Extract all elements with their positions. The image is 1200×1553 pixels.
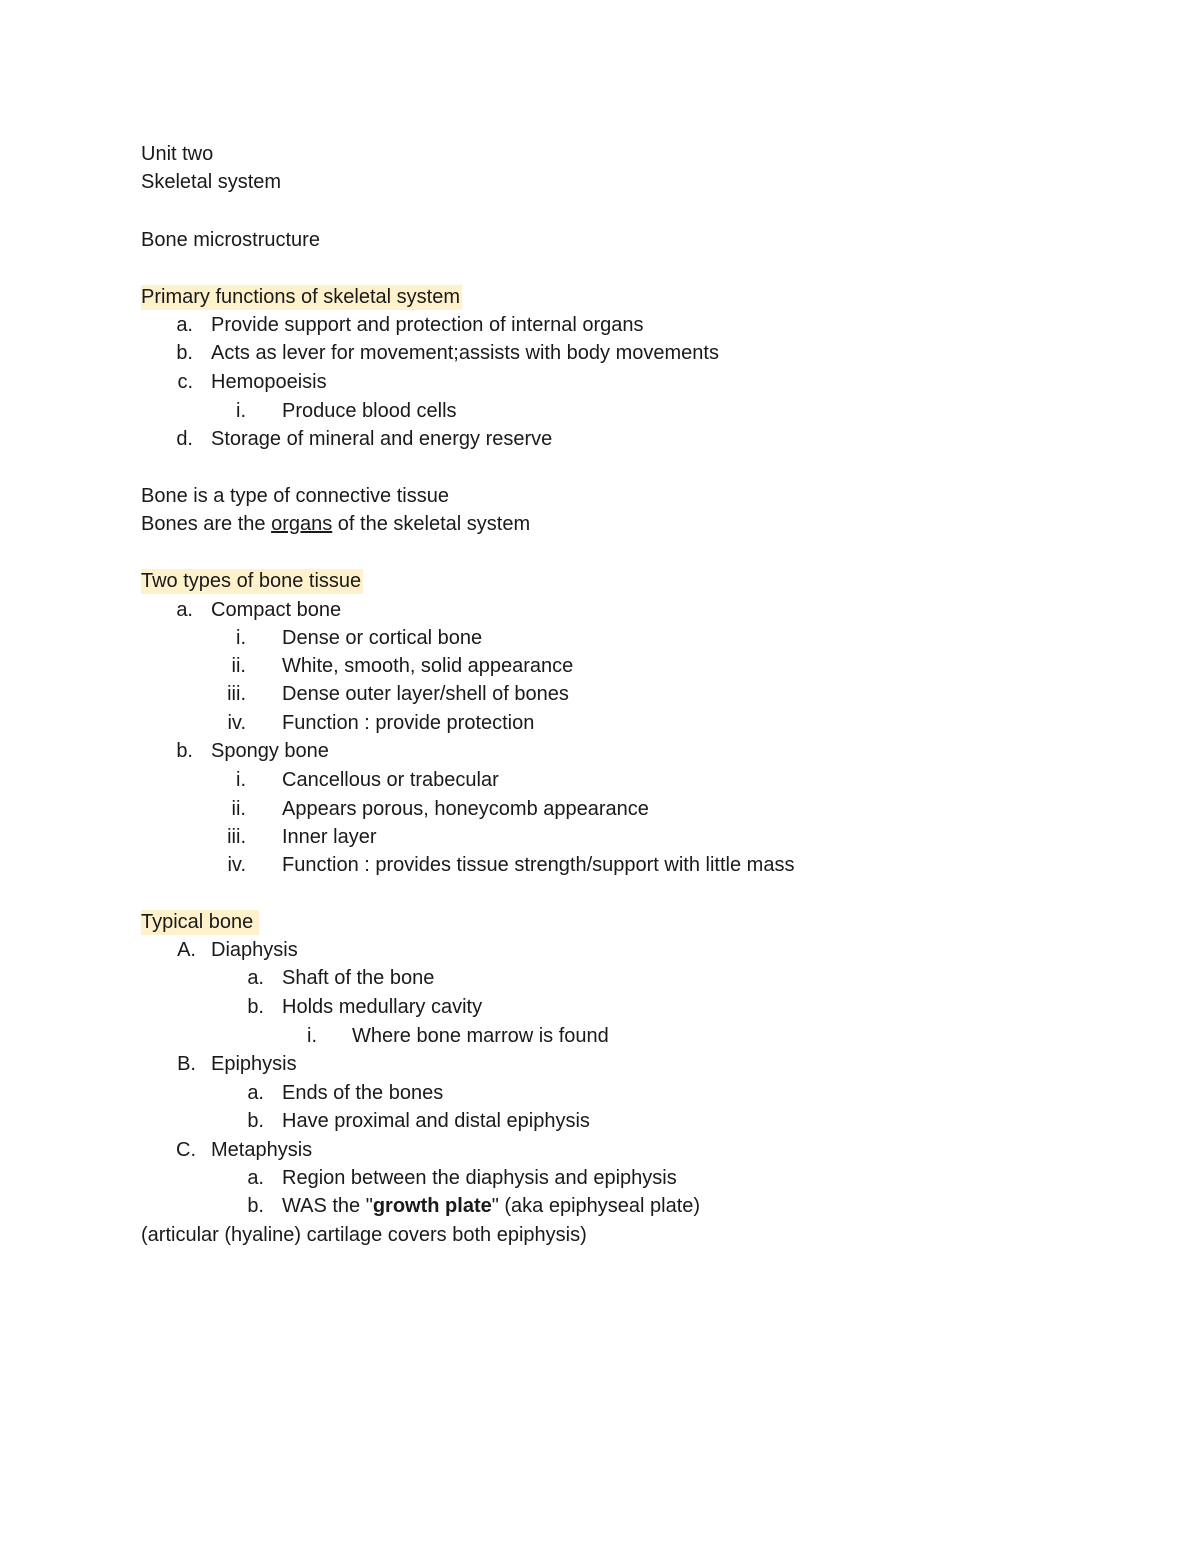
- list-item: [0, 598, 1200, 622]
- organs-note: Bones are the organs of the skeletal system: [141, 513, 531, 535]
- list-item: [0, 1166, 1200, 1190]
- list-item: [0, 313, 1200, 337]
- list-item: [0, 1081, 1200, 1105]
- list-item: [0, 768, 1200, 792]
- list-text: Shaft of the bone: [282, 967, 435, 989]
- list-item: [0, 938, 1200, 962]
- list-marker: ii.: [231, 655, 246, 677]
- list-item: [0, 1138, 1200, 1162]
- list-marker: b.: [176, 342, 193, 364]
- list-item: [0, 797, 1200, 821]
- list-marker: b.: [247, 1195, 264, 1217]
- functions-heading: Primary functions of skeletal system: [141, 286, 460, 308]
- list-marker: b.: [247, 1110, 264, 1132]
- growth-plate-bold: growth plate: [372, 1195, 492, 1217]
- cartilage-footnote: (articular (hyaline) cartilage covers both epiphysis): [141, 1224, 587, 1246]
- list-marker: C.: [176, 1139, 196, 1161]
- list-marker: ii.: [231, 798, 246, 820]
- list-text: Hemopoeisis: [211, 371, 327, 393]
- list-marker: i.: [307, 1025, 317, 1047]
- list-item: [0, 739, 1200, 763]
- list-marker: d.: [176, 428, 193, 450]
- list-marker: A.: [177, 939, 196, 961]
- list-marker: i.: [236, 627, 246, 649]
- list-item: [0, 682, 1200, 706]
- organs-underlined: organs: [271, 513, 333, 535]
- list-marker: c.: [177, 371, 193, 393]
- list-marker: B.: [177, 1053, 196, 1075]
- list-text: Have proximal and distal epiphysis: [282, 1110, 590, 1132]
- list-marker: i.: [236, 400, 246, 422]
- list-marker: iii.: [227, 826, 246, 848]
- list-item: [0, 995, 1200, 1019]
- list-text: Ends of the bones: [282, 1082, 444, 1104]
- system-title: Skeletal system: [141, 171, 282, 193]
- list-item: [0, 825, 1200, 849]
- list-marker: iv.: [227, 854, 246, 876]
- list-item: [0, 966, 1200, 990]
- list-text: Dense or cortical bone: [282, 627, 483, 649]
- list-item: [0, 654, 1200, 678]
- list-marker: a.: [247, 1082, 264, 1104]
- list-marker: i.: [236, 769, 246, 791]
- list-text: Holds medullary cavity: [282, 996, 483, 1018]
- list-marker: b.: [176, 740, 193, 762]
- list-marker: a.: [247, 1167, 264, 1189]
- list-marker: iv.: [227, 712, 246, 734]
- typical-bone-heading: Typical bone: [141, 910, 259, 934]
- list-text: Epiphysis: [211, 1053, 297, 1075]
- connective-tissue-note: Bone is a type of connective tissue: [141, 485, 449, 507]
- list-text: Metaphysis: [211, 1139, 313, 1161]
- list-text: Produce blood cells: [282, 400, 457, 422]
- list-text: Acts as lever for movement;assists with body movements: [211, 342, 719, 364]
- list-text: Diaphysis: [211, 939, 298, 961]
- list-item: [0, 711, 1200, 735]
- list-item: [0, 399, 1200, 423]
- tissue-types-heading: Two types of bone tissue: [141, 570, 362, 592]
- list-text: Storage of mineral and energy reserve: [211, 428, 553, 450]
- list-item: [0, 1052, 1200, 1076]
- list-text: Cancellous or trabecular: [282, 769, 499, 791]
- topic-title: Bone microstructure: [141, 229, 320, 251]
- unit-title: Unit two: [141, 143, 214, 165]
- list-text: Function : provide protection: [282, 712, 535, 734]
- list-item: [0, 370, 1200, 394]
- list-marker: a.: [176, 314, 193, 336]
- list-text: Inner layer: [282, 826, 377, 848]
- list-text: Function : provides tissue strength/support with little mass: [282, 854, 795, 876]
- list-marker: iii.: [227, 683, 246, 705]
- list-item: [0, 626, 1200, 650]
- list-text: Region between the diaphysis and epiphysis: [282, 1167, 677, 1189]
- list-item: [0, 1194, 1200, 1218]
- list-text: Appears porous, honeycomb appearance: [282, 798, 649, 820]
- list-text: Compact bone: [211, 599, 342, 621]
- list-text: Provide support and protection of internal organs: [211, 314, 644, 336]
- list-item: [0, 427, 1200, 451]
- list-marker: a.: [176, 599, 193, 621]
- list-text: Dense outer layer/shell of bones: [282, 683, 569, 705]
- list-marker: b.: [247, 996, 264, 1018]
- list-text: Spongy bone: [211, 740, 329, 762]
- list-text: WAS the "growth plate" (aka epiphyseal plate): [282, 1195, 701, 1217]
- list-text: White, smooth, solid appearance: [282, 655, 574, 677]
- list-text: Where bone marrow is found: [352, 1025, 609, 1047]
- list-item: [0, 341, 1200, 365]
- list-marker: a.: [247, 967, 264, 989]
- list-item: [0, 1024, 1200, 1048]
- list-item: [0, 853, 1200, 877]
- list-item: [0, 1109, 1200, 1133]
